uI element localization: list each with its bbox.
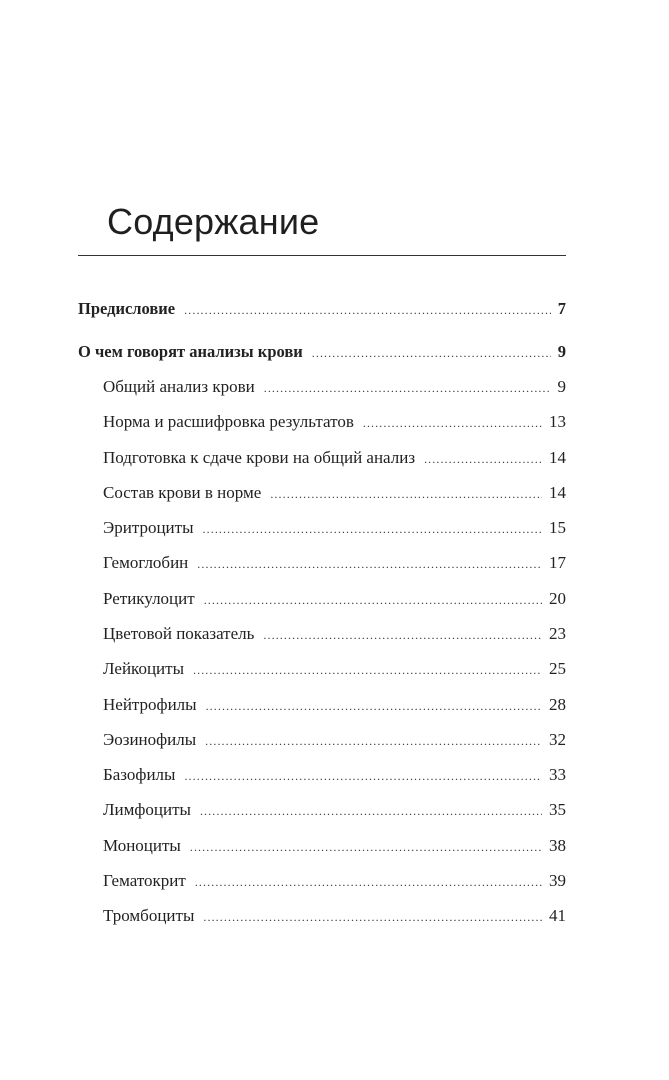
toc-entry	[103, 622, 566, 646]
toc-entry-title: Лейкоциты	[103, 659, 184, 678]
dot-leader	[193, 658, 542, 682]
toc-entry-title: Общий анализ крови	[103, 377, 255, 396]
toc-entry-page-number: 13	[549, 412, 566, 431]
dot-leader	[204, 588, 542, 612]
toc-entry	[103, 728, 566, 752]
toc-entry-page-number: 28	[549, 695, 566, 714]
toc-entry	[103, 551, 566, 575]
toc-entry-title: Предисловие	[78, 299, 176, 318]
toc-entry	[103, 481, 566, 505]
toc-entry-page-number: 25	[549, 659, 566, 678]
toc-entry-page-number: 7	[557, 299, 566, 318]
dot-leader	[190, 835, 542, 859]
dot-leader	[203, 905, 542, 929]
dot-leader	[200, 799, 542, 823]
toc-entry-page-number: 9	[557, 377, 566, 396]
toc-entry-title: Лимфоциты	[103, 800, 191, 819]
toc-entry	[103, 904, 566, 928]
toc-entry-page-number: 9	[557, 342, 566, 361]
toc-entry	[103, 834, 566, 858]
toc-entry-title: Нейтрофилы	[103, 695, 197, 714]
toc-entry-title: Гематокрит	[103, 871, 186, 890]
toc-entry-page-number: 20	[549, 589, 566, 608]
toc-entry	[103, 375, 566, 399]
toc-entry-title: Норма и расшифровка результатов	[103, 412, 354, 431]
toc-entry	[103, 410, 566, 434]
dot-leader	[264, 376, 551, 400]
toc-entry	[103, 869, 566, 893]
dot-leader	[263, 623, 542, 647]
toc-entry-page-number: 39	[549, 871, 566, 890]
toc-entry-page-number: 17	[549, 553, 566, 572]
dot-leader	[197, 552, 542, 576]
toc-entry-page-number: 23	[549, 624, 566, 643]
toc-entry-title: О чем говорят анализы крови	[78, 342, 303, 361]
toc-entry-page-number: 15	[549, 518, 566, 537]
toc-entry-page-number: 33	[549, 765, 566, 784]
toc-entry-title: Гемоглобин	[103, 553, 189, 572]
dot-leader	[205, 729, 542, 753]
toc-entry-title: Подготовка к сдаче крови на общий анализ	[103, 448, 416, 467]
toc-entry	[103, 693, 566, 717]
toc-entry	[103, 516, 566, 540]
dot-leader	[363, 411, 542, 435]
dot-leader	[270, 482, 542, 506]
toc-entry-page-number: 41	[549, 906, 566, 925]
dot-leader	[312, 341, 551, 365]
toc-entry-title: Эозинофилы	[103, 730, 197, 749]
toc-entry-title: Тромбоциты	[103, 906, 195, 925]
toc-entry-title: Эритроциты	[103, 518, 194, 537]
dot-leader	[203, 517, 542, 541]
toc-entry	[78, 297, 566, 321]
toc-entry	[103, 763, 566, 787]
toc-entry	[103, 446, 566, 470]
toc-entry-page-number: 14	[549, 448, 566, 467]
toc-entry	[103, 798, 566, 822]
toc-entry	[103, 657, 566, 681]
toc-entry	[103, 587, 566, 611]
toc-entry-page-number: 14	[549, 483, 566, 502]
toc-entry-title: Моноциты	[103, 836, 181, 855]
dot-leader	[195, 870, 542, 894]
dot-leader	[184, 298, 551, 322]
page-title: Содержание	[107, 201, 320, 242]
heading-divider	[78, 255, 566, 256]
toc-entry-title: Базофилы	[103, 765, 176, 784]
toc-entry-page-number: 38	[549, 836, 566, 855]
dot-leader	[424, 447, 542, 471]
dot-leader	[206, 694, 542, 718]
toc-entry-title: Цветовой показатель	[103, 624, 255, 643]
toc-entry-page-number: 35	[549, 800, 566, 819]
toc-entry-title: Состав крови в норме	[103, 483, 262, 502]
toc-entry-title: Ретикулоцит	[103, 589, 195, 608]
dot-leader	[184, 764, 542, 788]
toc-entry	[78, 340, 566, 364]
toc-entry-page-number: 32	[549, 730, 566, 749]
